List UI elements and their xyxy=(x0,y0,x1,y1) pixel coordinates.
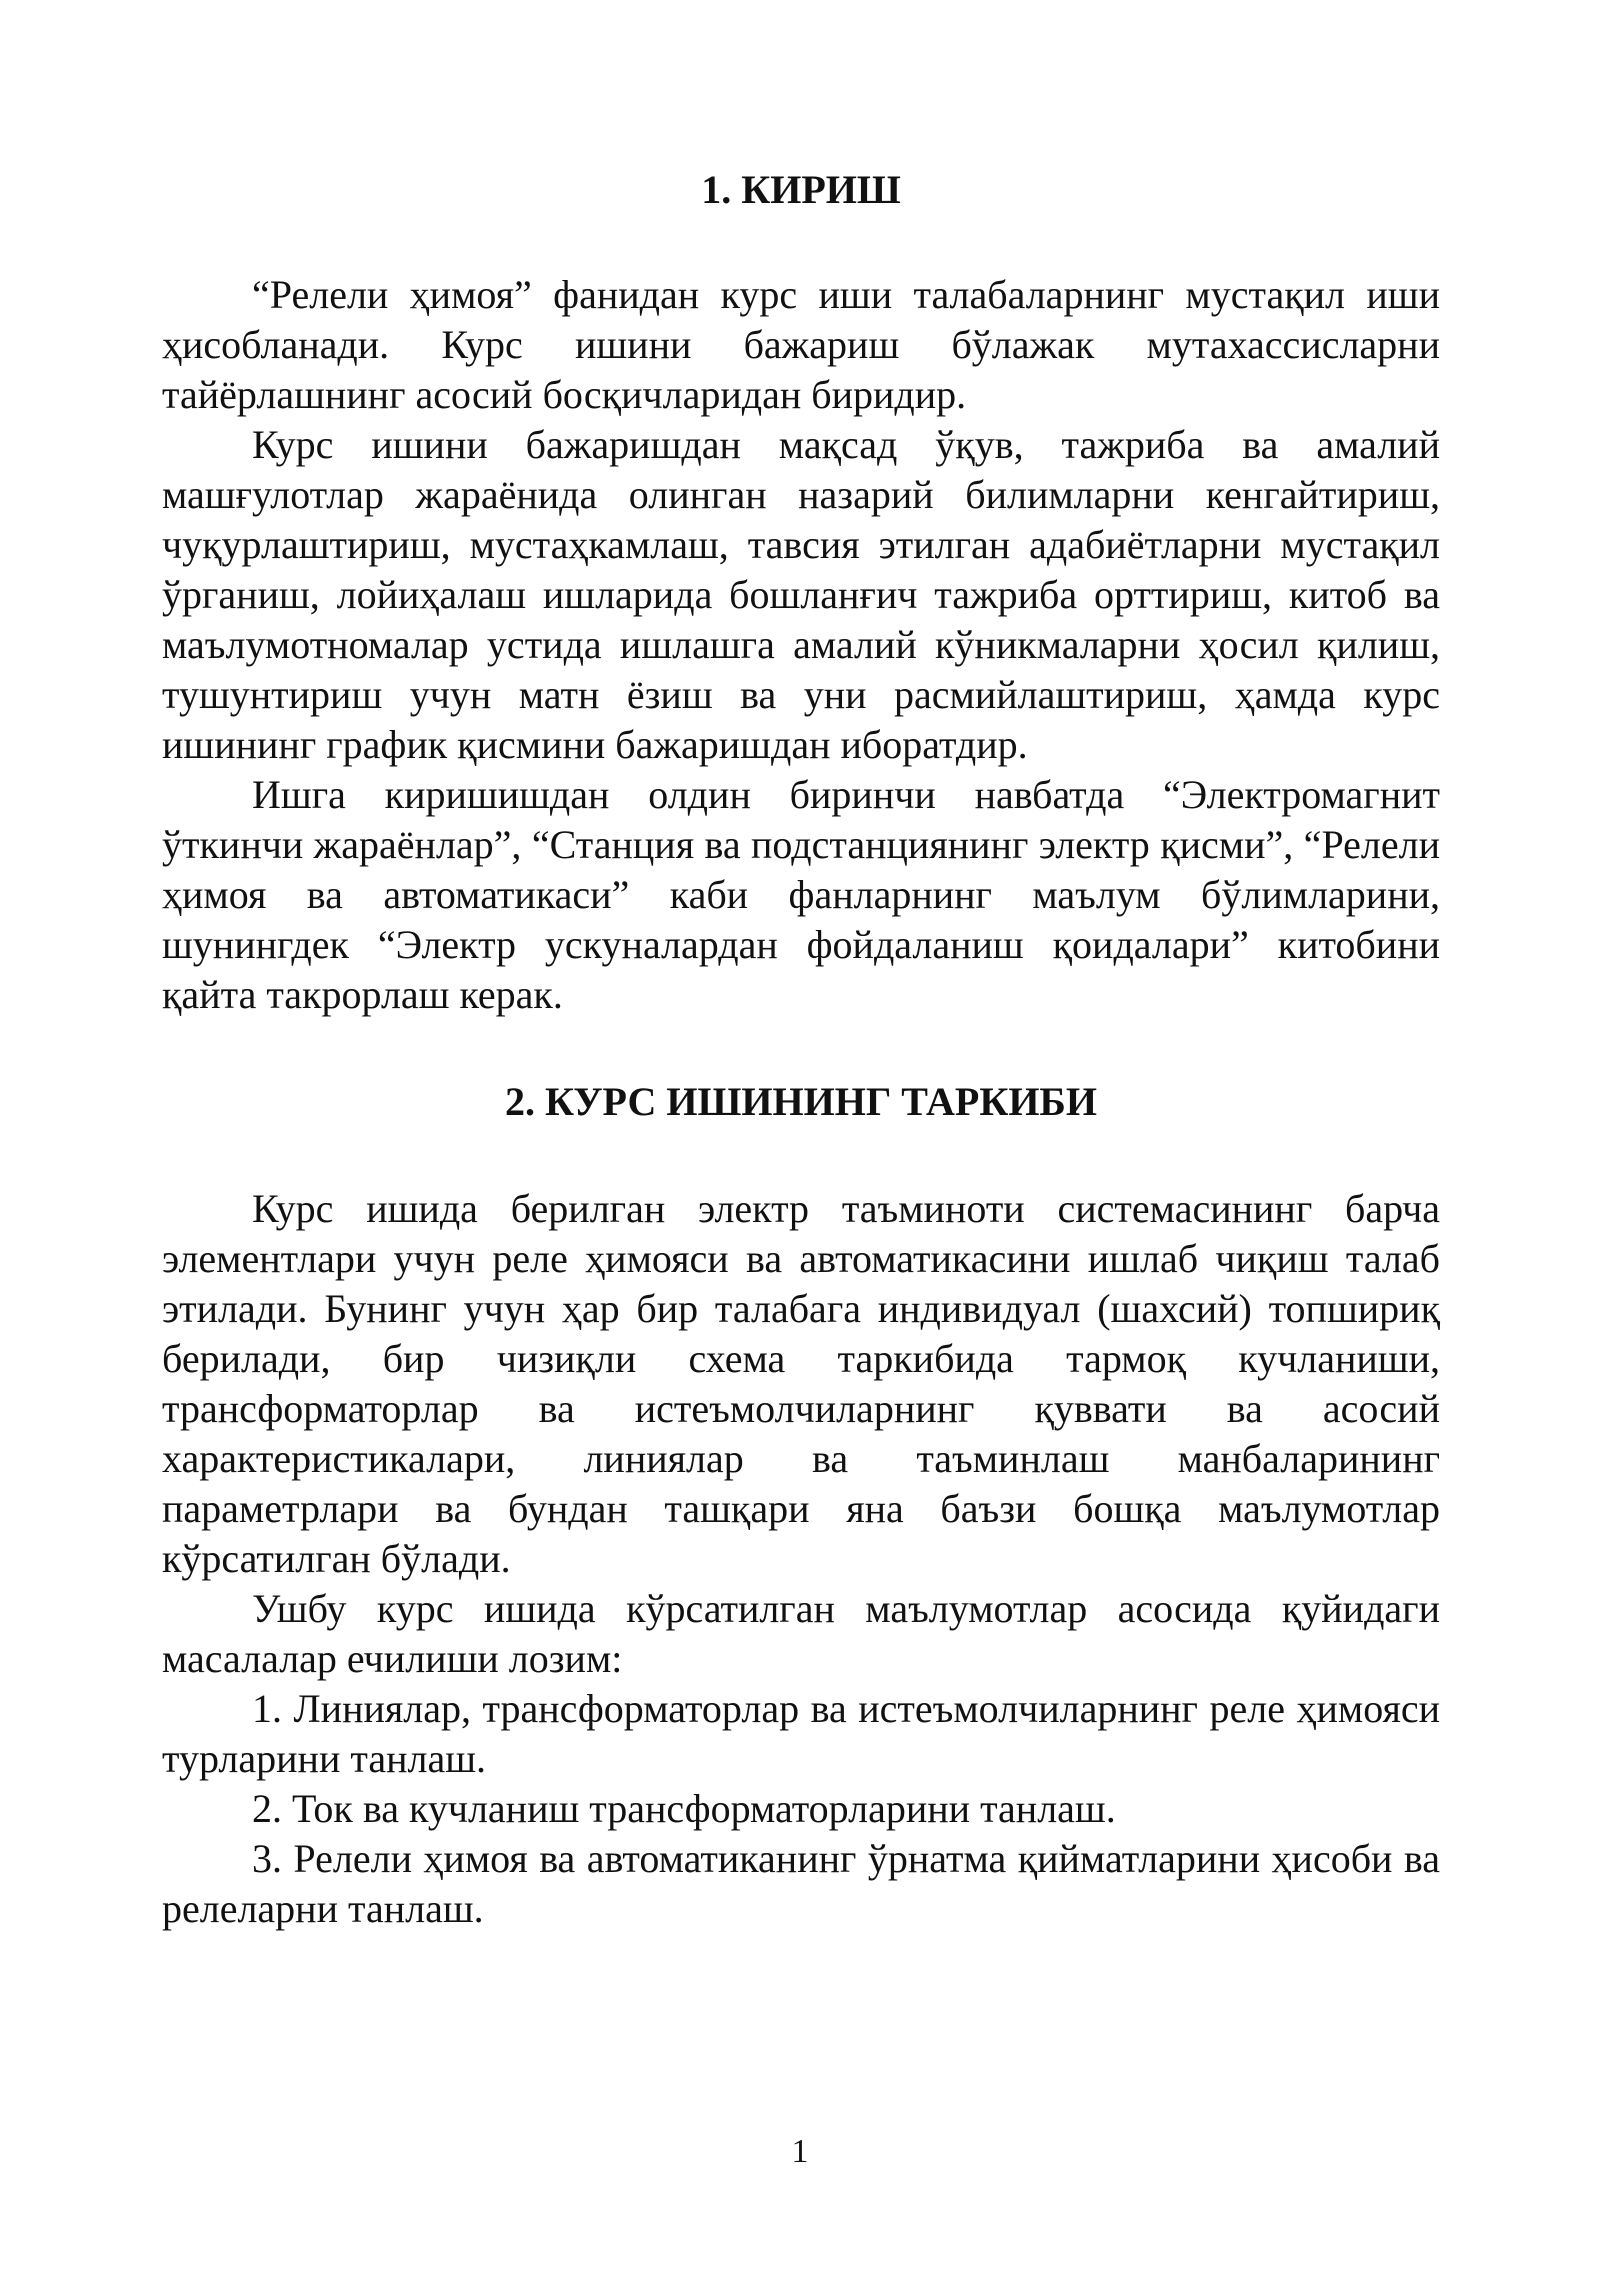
document-page xyxy=(162,150,1440,1934)
section-2-paragraph: Курс ишида берилган электр таъминоти системасининг барча элементлари учун реле ҳимояси ва автоматикасини ишлаб чиқиш талаб этилади. Бунинг учун ҳар бир талабага индивидуал (шахсий) топшириқ берилади, бир чизиқли схема таркибида тармоқ кучланиши, трансформаторлар ва истеъмолчиларнинг қуввати ва асосий характеристикалари, линиялар ва таъминлаш манбаларининг параметрлари ва бундан ташқари яна баъзи бошқа маълумотлар кўрсатилган бўлади. xyxy=(162,1186,1440,1581)
section-2-paragraph: Ушбу курс ишида кўрсатилган маълумотлар асосида қуйидаги масалалар ечилиши лозим: xyxy=(162,1586,1440,1681)
section-1-body xyxy=(162,270,1440,1020)
page-number: 1 xyxy=(791,2133,809,2170)
section-1-heading: 1. КИРИШ xyxy=(701,167,901,212)
section-1-paragraph: “Релели ҳимоя” фанидан курс иши талабаларнинг мустақил иши ҳисобланади. Курс ишини бажариш бўлажак мутахассисларни тайёрлашнинг асосий босқичларидан биридир. xyxy=(162,272,1440,417)
section-2-heading: 2. КУРС ИШИНИНГ ТАРКИБИ xyxy=(505,1079,1097,1124)
section-1-paragraph: Ишга киришишдан олдин биринчи навбатда “Электромагнит ўткинчи жараёнлар”, “Станция ва подстанциянинг электр қисми”, “Релели ҳимоя ва автоматикаси” каби фанларнинг маълум бўлимларини, шунингдек “Электр ускуналардан фойдаланиш қоидалари” китобини қайта такрорлаш керак. xyxy=(162,772,1440,1017)
list-item: 3. Релели ҳимоя ва автоматиканинг ўрнатма қийматларини ҳисоби ва релеларни танлаш. xyxy=(162,1836,1440,1931)
list-item: 1. Линиялар, трансформаторлар ва истеъмолчиларнинг реле ҳимояси турларини танлаш. xyxy=(162,1686,1440,1781)
list-item: 2. Ток ва кучланиш трансформаторларини танлаш. xyxy=(252,1786,1116,1831)
section-2-body xyxy=(162,1184,1440,1934)
section-1-paragraph: Курс ишини бажаришдан мақсад ўқув, тажриба ва амалий машғулотлар жараёнида олинган назарий билимларни кенгайтириш, чуқурлаштириш, мустаҳкамлаш, тавсия этилган адабиётларни мустақил ўрганиш, лойиҳалаш ишларида бошланғич тажриба орттириш, китоб ва маълумотномалар устида ишлашга амалий кўникмаларни ҳосил қилиш, тушунтириш учун матн ёзиш ва уни расмийлаштириш, ҳамда курс ишининг график қисмини бажаришдан иборатдир. xyxy=(162,422,1440,767)
